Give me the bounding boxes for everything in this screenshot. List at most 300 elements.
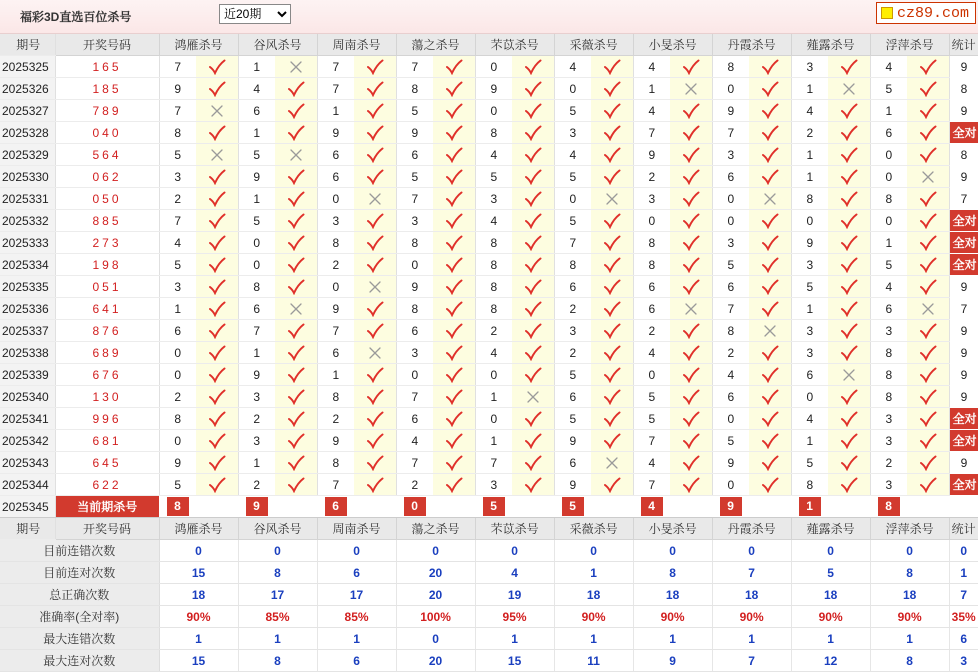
- result-mark: [591, 188, 633, 210]
- issue-cell: 2025344: [0, 474, 55, 496]
- result-mark: [433, 56, 475, 78]
- draw-numbers: 789: [55, 100, 159, 122]
- check-icon: [208, 169, 226, 185]
- kill-value: 8: [870, 386, 907, 408]
- kill-value: 8: [317, 232, 354, 254]
- stat-cell: 7: [960, 301, 968, 316]
- result-mark: [749, 474, 791, 496]
- kill-value: 0: [633, 364, 670, 386]
- table-row: [0, 166, 978, 188]
- kill-value: 0: [317, 276, 354, 298]
- col-expert-header: 丹霞杀号: [712, 34, 791, 56]
- issue-cell: 2025338: [0, 342, 55, 364]
- kill-value: 1: [238, 452, 275, 474]
- kill-value: 9: [712, 452, 749, 474]
- kill-value: 7: [712, 122, 749, 144]
- check-icon: [445, 81, 463, 97]
- kill-value: 6: [396, 144, 433, 166]
- check-icon: [524, 367, 542, 383]
- result-mark: [354, 320, 396, 342]
- kill-value: 8: [159, 408, 196, 430]
- issue-cell: 2025340: [0, 386, 55, 408]
- check-icon: [208, 213, 226, 229]
- result-mark: [354, 408, 396, 430]
- check-icon: [761, 125, 779, 141]
- kill-value: 9: [554, 474, 591, 496]
- check-icon: [682, 191, 700, 207]
- cross-icon: [287, 59, 305, 75]
- summary-value: 1: [870, 628, 949, 650]
- summary-value: 4: [475, 562, 554, 584]
- summary-value: 18: [554, 584, 633, 606]
- result-mark: [670, 408, 712, 430]
- result-mark: [670, 342, 712, 364]
- result-mark: [354, 166, 396, 188]
- kill-value: 8: [633, 254, 670, 276]
- check-icon: [366, 213, 384, 229]
- check-icon: [919, 455, 937, 471]
- result-mark: [828, 144, 870, 166]
- kill-value: 4: [159, 232, 196, 254]
- draw-numbers: 641: [55, 298, 159, 320]
- result-mark: [907, 342, 949, 364]
- result-mark: [433, 232, 475, 254]
- current-kill-cell: [870, 496, 907, 518]
- check-icon: [366, 411, 384, 427]
- kill-value: 1: [475, 386, 512, 408]
- check-icon: [524, 59, 542, 75]
- table-row: [0, 342, 978, 364]
- issue-cell: 2025332: [0, 210, 55, 232]
- kill-value: 5: [791, 276, 828, 298]
- check-icon: [366, 389, 384, 405]
- brand-logo[interactable]: [876, 2, 976, 24]
- result-mark: [196, 188, 238, 210]
- kill-value: 5: [633, 408, 670, 430]
- summary-value: 8: [238, 562, 317, 584]
- issue-cell: 2025326: [0, 78, 55, 100]
- draw-numbers: 198: [55, 254, 159, 276]
- check-icon: [445, 411, 463, 427]
- result-mark: [591, 210, 633, 232]
- result-mark: [749, 452, 791, 474]
- result-mark: [670, 430, 712, 452]
- kill-value: 3: [712, 144, 749, 166]
- current-kill-cell: [475, 496, 512, 518]
- kill-value: 3: [791, 254, 828, 276]
- kill-value: 5: [791, 452, 828, 474]
- check-icon: [603, 367, 621, 383]
- kill-value: 9: [317, 298, 354, 320]
- kill-value: 0: [317, 188, 354, 210]
- draw-numbers: 876: [55, 320, 159, 342]
- check-icon: [524, 323, 542, 339]
- result-mark: [275, 298, 317, 320]
- cross-icon: [208, 103, 226, 119]
- kill-value: 1: [791, 144, 828, 166]
- result-mark: [196, 276, 238, 298]
- check-icon: [445, 147, 463, 163]
- kill-value: 7: [475, 452, 512, 474]
- kill-value: 2: [159, 188, 196, 210]
- check-icon: [287, 103, 305, 119]
- kill-value: 6: [238, 298, 275, 320]
- current-kill-value: 0: [404, 497, 426, 516]
- current-kill-cell: [791, 496, 828, 518]
- check-icon: [840, 323, 858, 339]
- kill-value: 2: [791, 122, 828, 144]
- cross-icon: [366, 191, 384, 207]
- check-icon: [524, 411, 542, 427]
- check-icon: [208, 455, 226, 471]
- issue-cell: 2025334: [0, 254, 55, 276]
- kill-value: 0: [633, 210, 670, 232]
- stat-cell: 9: [960, 367, 968, 382]
- kill-value: 7: [633, 474, 670, 496]
- kill-value: 1: [870, 100, 907, 122]
- kill-value: 0: [712, 188, 749, 210]
- result-mark: [591, 254, 633, 276]
- result-mark: [275, 430, 317, 452]
- check-icon: [603, 411, 621, 427]
- check-icon: [208, 81, 226, 97]
- result-mark: [275, 210, 317, 232]
- result-mark: [196, 320, 238, 342]
- result-mark: [433, 78, 475, 100]
- kill-value: 9: [238, 166, 275, 188]
- result-mark: [512, 144, 554, 166]
- summary-value: 17: [238, 584, 317, 606]
- check-icon: [761, 367, 779, 383]
- kill-value: 0: [475, 408, 512, 430]
- check-icon: [919, 257, 937, 273]
- check-icon: [761, 389, 779, 405]
- result-mark: [591, 408, 633, 430]
- check-icon: [682, 59, 700, 75]
- result-mark: [828, 298, 870, 320]
- kill-value: 9: [633, 144, 670, 166]
- check-icon: [603, 147, 621, 163]
- summary-label: 准确率(全对率): [0, 606, 159, 628]
- check-icon: [840, 235, 858, 251]
- kill-value: 8: [396, 298, 433, 320]
- summary-value: 0: [396, 540, 475, 562]
- cross-icon: [603, 455, 621, 471]
- kill-value: 3: [396, 342, 433, 364]
- result-mark: [828, 430, 870, 452]
- result-mark: [907, 210, 949, 232]
- kill-value: 2: [475, 320, 512, 342]
- kill-value: 1: [791, 430, 828, 452]
- result-mark: [433, 166, 475, 188]
- check-icon: [208, 411, 226, 427]
- summary-value: 0: [791, 540, 870, 562]
- kill-value: 0: [712, 408, 749, 430]
- summary-value: 8: [870, 650, 949, 672]
- kill-value: 1: [633, 78, 670, 100]
- result-mark: [354, 430, 396, 452]
- result-mark: [907, 232, 949, 254]
- check-icon: [603, 279, 621, 295]
- result-mark: [828, 452, 870, 474]
- cross-icon: [287, 147, 305, 163]
- all-correct-badge: 全对: [950, 210, 978, 231]
- kill-value: 1: [791, 298, 828, 320]
- check-icon: [445, 169, 463, 185]
- summary-value: 0: [396, 628, 475, 650]
- top-bar: [0, 0, 978, 34]
- check-icon: [761, 147, 779, 163]
- kill-value: 2: [317, 254, 354, 276]
- result-mark: [670, 386, 712, 408]
- check-icon: [682, 367, 700, 383]
- kill-value: 5: [554, 166, 591, 188]
- result-mark: [433, 342, 475, 364]
- result-mark: [749, 78, 791, 100]
- kill-value: 5: [554, 210, 591, 232]
- range-select[interactable]: [219, 4, 291, 24]
- col-issue-header: 期号: [0, 34, 55, 56]
- summary-value: 90%: [791, 606, 870, 628]
- result-mark: [512, 232, 554, 254]
- table-row: [0, 232, 978, 254]
- check-icon: [445, 125, 463, 141]
- check-icon: [919, 213, 937, 229]
- summary-stat: 0: [949, 540, 978, 562]
- result-mark: [512, 320, 554, 342]
- check-icon: [919, 345, 937, 361]
- stat-cell: 7: [960, 191, 968, 206]
- draw-numbers: 564: [55, 144, 159, 166]
- kill-value: 4: [791, 408, 828, 430]
- check-icon: [682, 345, 700, 361]
- result-mark: [512, 474, 554, 496]
- kill-value: 2: [712, 342, 749, 364]
- summary-value: 6: [317, 562, 396, 584]
- current-issue-row: [0, 496, 978, 518]
- current-blank: [433, 496, 475, 518]
- table-row: [0, 122, 978, 144]
- result-mark: [749, 232, 791, 254]
- kill-value: 5: [238, 210, 275, 232]
- check-icon: [919, 477, 937, 493]
- kill-value: 9: [317, 122, 354, 144]
- current-issue: 2025345: [0, 496, 55, 518]
- summary-value: 18: [633, 584, 712, 606]
- check-icon: [761, 235, 779, 251]
- result-mark: [591, 474, 633, 496]
- check-icon: [840, 411, 858, 427]
- result-mark: [275, 232, 317, 254]
- check-icon: [919, 367, 937, 383]
- summary-value: 90%: [870, 606, 949, 628]
- check-icon: [524, 213, 542, 229]
- check-icon: [603, 125, 621, 141]
- summary-value: 90%: [159, 606, 238, 628]
- result-mark: [354, 386, 396, 408]
- kill-value: 5: [159, 254, 196, 276]
- kill-value: 6: [554, 386, 591, 408]
- summary-header-row: [0, 518, 978, 540]
- summary-value: 0: [317, 540, 396, 562]
- kill-value: 5: [712, 430, 749, 452]
- draw-numbers: 130: [55, 386, 159, 408]
- result-mark: [354, 122, 396, 144]
- col-expert-header: 小旻杀号: [633, 34, 712, 56]
- issue-cell: 2025331: [0, 188, 55, 210]
- draw-numbers: 622: [55, 474, 159, 496]
- summary-value: 8: [238, 650, 317, 672]
- result-mark: [275, 254, 317, 276]
- current-kill-cell: [159, 496, 196, 518]
- kill-value: 6: [317, 342, 354, 364]
- result-mark: [907, 166, 949, 188]
- result-mark: [907, 122, 949, 144]
- draw-numbers: 040: [55, 122, 159, 144]
- result-mark: [354, 232, 396, 254]
- current-blank: [354, 496, 396, 518]
- check-icon: [208, 477, 226, 493]
- table-row: [0, 144, 978, 166]
- kill-value: 8: [475, 122, 512, 144]
- check-icon: [287, 257, 305, 273]
- kill-value: 0: [475, 56, 512, 78]
- summary-row: [0, 606, 978, 628]
- check-icon: [761, 257, 779, 273]
- summary-value: 1: [554, 628, 633, 650]
- check-icon: [761, 455, 779, 471]
- result-mark: [275, 474, 317, 496]
- check-icon: [287, 213, 305, 229]
- draw-numbers: 681: [55, 430, 159, 452]
- check-icon: [366, 125, 384, 141]
- current-kill-value: 9: [246, 497, 268, 516]
- summary-value: 0: [554, 540, 633, 562]
- check-icon: [287, 323, 305, 339]
- kill-value: 1: [791, 166, 828, 188]
- kill-value: 1: [238, 122, 275, 144]
- summary-value: 20: [396, 562, 475, 584]
- draw-numbers: 676: [55, 364, 159, 386]
- result-mark: [670, 254, 712, 276]
- issue-cell: 2025327: [0, 100, 55, 122]
- stat-cell: [949, 232, 978, 254]
- kill-value: 4: [633, 342, 670, 364]
- kill-value: 7: [554, 232, 591, 254]
- summary-value: 0: [475, 540, 554, 562]
- result-mark: [512, 100, 554, 122]
- result-mark: [433, 144, 475, 166]
- result-mark: [591, 78, 633, 100]
- check-icon: [524, 433, 542, 449]
- summary-stat: 1: [949, 562, 978, 584]
- result-mark: [670, 144, 712, 166]
- result-mark: [275, 100, 317, 122]
- result-mark: [433, 386, 475, 408]
- issue-cell: 2025341: [0, 408, 55, 430]
- kill-value: 0: [712, 210, 749, 232]
- check-icon: [761, 169, 779, 185]
- result-mark: [749, 254, 791, 276]
- kill-value: 8: [317, 452, 354, 474]
- current-kill-value: 9: [720, 497, 742, 516]
- summary-value: 0: [870, 540, 949, 562]
- check-icon: [208, 367, 226, 383]
- stat-cell: 9: [960, 389, 968, 404]
- kill-value: 3: [712, 232, 749, 254]
- result-mark: [907, 430, 949, 452]
- check-icon: [287, 433, 305, 449]
- result-mark: [828, 342, 870, 364]
- result-mark: [196, 166, 238, 188]
- all-correct-badge: 全对: [950, 474, 978, 495]
- result-mark: [275, 188, 317, 210]
- check-icon: [682, 169, 700, 185]
- check-icon: [445, 367, 463, 383]
- kill-value: 7: [317, 474, 354, 496]
- summary-value: 1: [475, 628, 554, 650]
- kill-value: 6: [870, 122, 907, 144]
- result-mark: [512, 56, 554, 78]
- summary-value: 20: [396, 584, 475, 606]
- stat-cell: 9: [960, 323, 968, 338]
- result-mark: [907, 474, 949, 496]
- check-icon: [761, 301, 779, 317]
- result-mark: [828, 408, 870, 430]
- kill-value: 3: [870, 408, 907, 430]
- check-icon: [366, 235, 384, 251]
- kill-value: 6: [554, 276, 591, 298]
- result-mark: [828, 100, 870, 122]
- table-row: [0, 386, 978, 408]
- kill-value: 8: [870, 188, 907, 210]
- check-icon: [287, 81, 305, 97]
- check-icon: [603, 345, 621, 361]
- result-mark: [591, 364, 633, 386]
- summary-value: 90%: [554, 606, 633, 628]
- result-mark: [512, 276, 554, 298]
- result-mark: [907, 188, 949, 210]
- result-mark: [907, 386, 949, 408]
- check-icon: [840, 257, 858, 273]
- check-icon: [919, 389, 937, 405]
- col-numbers-header: 开奖号码: [55, 34, 159, 56]
- summary-value: 90%: [712, 606, 791, 628]
- draw-numbers: 273: [55, 232, 159, 254]
- result-mark: [275, 276, 317, 298]
- check-icon: [761, 81, 779, 97]
- kill-value: 0: [712, 474, 749, 496]
- summary-value: 18: [712, 584, 791, 606]
- table-row: [0, 430, 978, 452]
- result-mark: [907, 320, 949, 342]
- kill-value: 0: [870, 166, 907, 188]
- kill-value: 7: [396, 56, 433, 78]
- kill-value: 3: [554, 320, 591, 342]
- kill-value: 3: [791, 320, 828, 342]
- issue-cell: 2025342: [0, 430, 55, 452]
- kill-value: 7: [396, 188, 433, 210]
- result-mark: [196, 298, 238, 320]
- result-mark: [591, 342, 633, 364]
- kill-value: 6: [870, 298, 907, 320]
- kill-value: 5: [870, 78, 907, 100]
- kill-value: 3: [870, 474, 907, 496]
- kill-value: 1: [238, 342, 275, 364]
- result-mark: [749, 210, 791, 232]
- draw-numbers: 885: [55, 210, 159, 232]
- result-mark: [907, 276, 949, 298]
